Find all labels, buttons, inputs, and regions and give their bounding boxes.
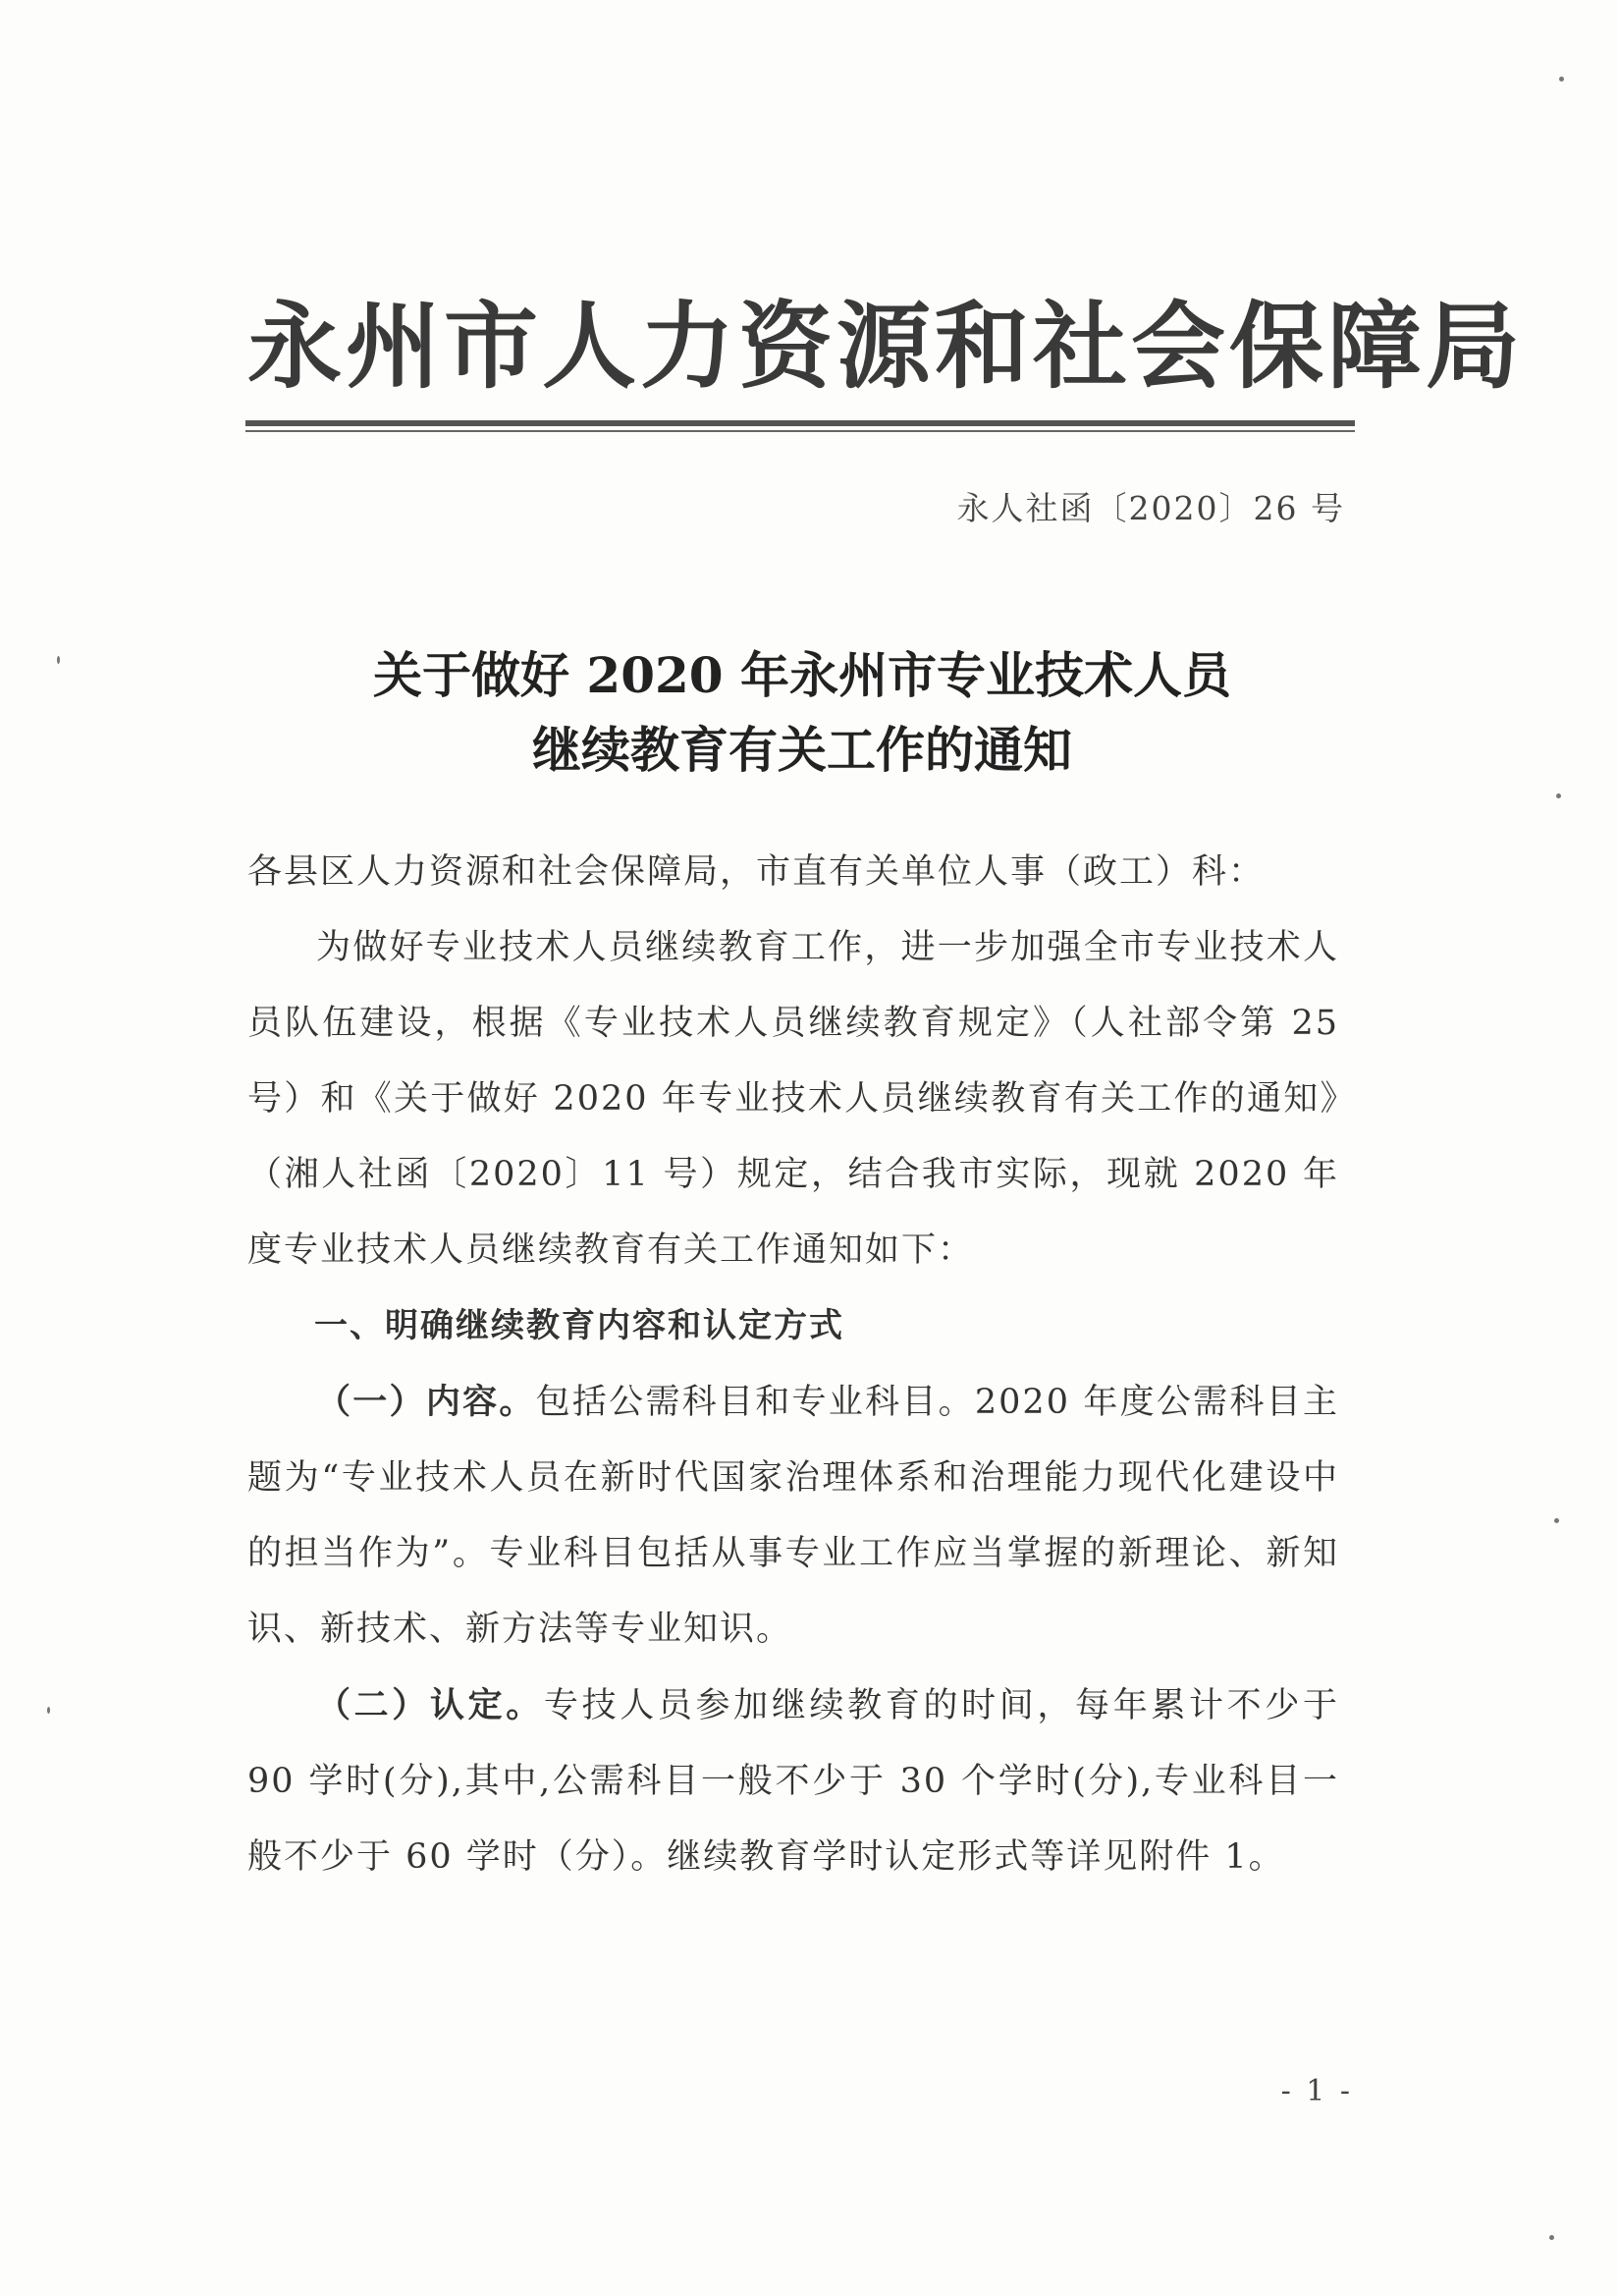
document-number: 永人社函〔2020〕26 号 (956, 489, 1345, 527)
scan-speck (57, 656, 60, 664)
letterhead-rule-thin (245, 430, 1355, 432)
page-number: - 1 - (1280, 2074, 1353, 2108)
document-title (247, 638, 1357, 788)
section-1-heading: 一、明确继续教育内容和认定方式 (314, 1306, 844, 1345)
intro-paragraph: 为做好专业技术人员继续教育工作，进一步加强全市专业技术人员队伍建设，根据《专业技术人员继续教育规定》（人社部令第 25 号）和《关于做好 2020 年专业技术人员继续教育有关工作的通知》（湘人社函〔2020〕11 号）规定，结合我市实际，现就 2020 年度专业技术人员继续教育有关工作通知如下： (247, 928, 1339, 1270)
item-1-paragraph (247, 1364, 1339, 1667)
title-line-1: 关于做好 2020 年永州市专业技术人员 (373, 646, 1231, 704)
scan-speck (1559, 77, 1564, 82)
item-1-text: 包括公需科目和专业科目。2020 年度公需科目主题为“专业技术人员在新时代国家治理体系和治理能力现代化建设中的担当作为”。专业科目包括从事专业工作应当掌握的新理论、新知识、新技术、新方法等专业知识。 (247, 1383, 1339, 1649)
item-2-label: （二）认定。 (316, 1685, 544, 1725)
scan-speck (1556, 793, 1561, 798)
salutation: 各县区人力资源和社会保障局，市直有关单位人事（政工）科： (247, 852, 1266, 892)
scan-speck (1549, 2235, 1554, 2240)
agency-letterhead: 永州市人力资源和社会保障局 (247, 291, 1524, 402)
document-body (247, 835, 1339, 1895)
title-line-2: 继续教育有关工作的通知 (532, 721, 1072, 779)
scan-speck (47, 1707, 50, 1714)
item-2-paragraph (247, 1667, 1339, 1895)
scan-speck (1554, 1518, 1559, 1523)
letterhead-rule-thick (245, 420, 1355, 426)
item-2-text: 专技人员参加继续教育的时间，每年累计不少于 90 学时(分),其中,公需科目一般不少于 30 个学时(分),专业科目一般不少于 60 学时（分）。继续教育学时认定形式等详见附件 1。 (247, 1686, 1339, 1877)
item-1-label: （一）内容。 (316, 1382, 536, 1422)
